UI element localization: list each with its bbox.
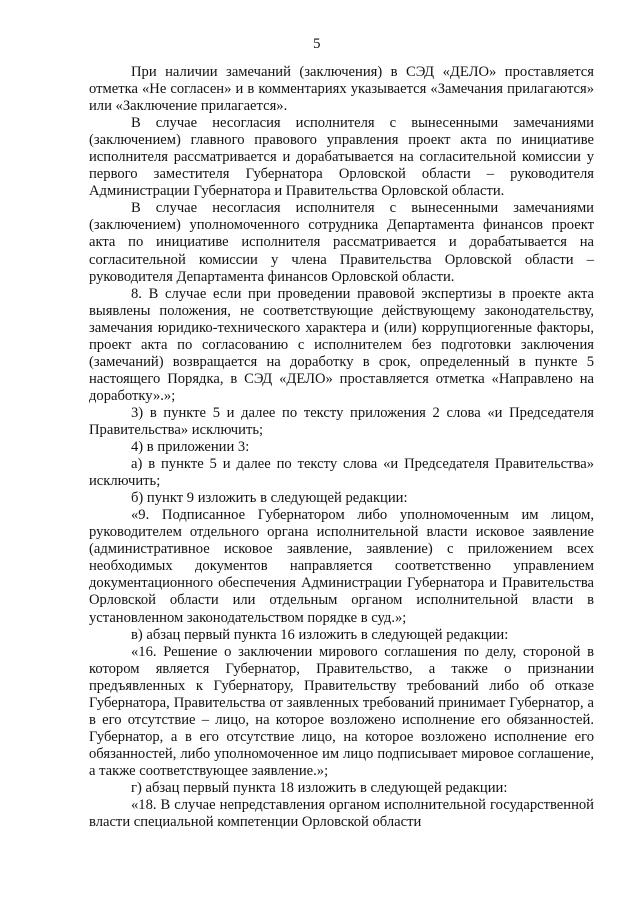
- page-number: 5: [313, 36, 321, 52]
- paragraph-subitem-b: б) пункт 9 изложить в следующей редакции:: [131, 490, 408, 507]
- paragraph-item-8: 8. В случае если при проведении правовой экспертизы в проекте акта выявлены положения, не соответствующие действующему законодательству, замечания юридико-технического характера и (или) коррупциогенные факторы, проект акта по согласованию с исполнителем без подготовки заключения (замечаний) возвращается на доработку в срок, определенный в пункте 5 настоящего Порядка, в СЭД «ДЕЛО» проставляется отметка «Направлено на доработку».»;: [89, 285, 594, 404]
- paragraph-item-9-text: «9. Подписанное Губернатором либо уполномоченным им лицом, руководителем отдельного органа исполнительной власти исковое заявление (административное исковое заявление, заявление) с приложением всех необходимых документов направляется соответственно управлением документационного обеспечения Администрации Губернатора и Правительства Орловской области или отдельным органом исполнительной власти в установленном законодательством порядке в суд.»;: [89, 507, 594, 626]
- paragraph-item-18-text: «18. В случае непредставления органом исполнительной государственной власти специальной компетенции Орловской области: [89, 797, 594, 831]
- paragraph-item-16-text: «16. Решение о заключении мирового соглашения по делу, стороной в котором является Губернатор, Правительство, а также о признании предъявленных к Губернатору, Правительству требований либо об отказе Губернатора, Правительства от заявленных требований принимает Губернатор, а в его отсутствие – лицо, на которое возложено исполнение его обязанностей. Губернатор, а в его отсутствие лицо, на которое возложено исполнение его обязанностей, либо уполномоченное им лицо подписывает мировое соглашение, а также соответствующее заявление.»;: [89, 643, 594, 779]
- paragraph-subitem-g: г) абзац первый пункта 18 изложить в следующей редакции:: [131, 779, 508, 796]
- paragraph-amendment-3: 3) в пункте 5 и далее по тексту приложения 2 слова «и Председателя Правительства» исключить;: [89, 404, 594, 438]
- paragraph-amendment-4: 4) в приложении 3:: [131, 439, 250, 456]
- document-body: [89, 64, 594, 831]
- paragraph-legal-disagreement: В случае несогласия исполнителя с вынесенными замечаниями (заключением) главного правового управления проект акта по инициативе исполнителя рассматривается и дорабатывается на согласительной комиссии у первого заместителя Губернатора Орловской области – руководителя Администрации Губернатора и Правительства Орловской области.: [89, 115, 594, 200]
- paragraph-remarks-mark: При наличии замечаний (заключения) в СЭД «ДЕЛО» проставляется отметка «Не согласен» и в комментариях указывается «Замечания прилагаются» или «Заключение прилагается».: [89, 64, 594, 115]
- paragraph-subitem-v: в) абзац первый пункта 16 изложить в следующей редакции:: [131, 626, 509, 643]
- paragraph-finance-disagreement: В случае несогласия исполнителя с вынесенными замечаниями (заключением) уполномоченного сотрудника Департамента финансов проект акта по инициативе исполнителя рассматривается и дорабатывается на согласительной комиссии у члена Правительства Орловской области – руководителя Департамента финансов Орловской области.: [89, 200, 594, 285]
- paragraph-subitem-a: а) в пункте 5 и далее по тексту слова «и Председателя Правительства» исключить;: [89, 456, 594, 490]
